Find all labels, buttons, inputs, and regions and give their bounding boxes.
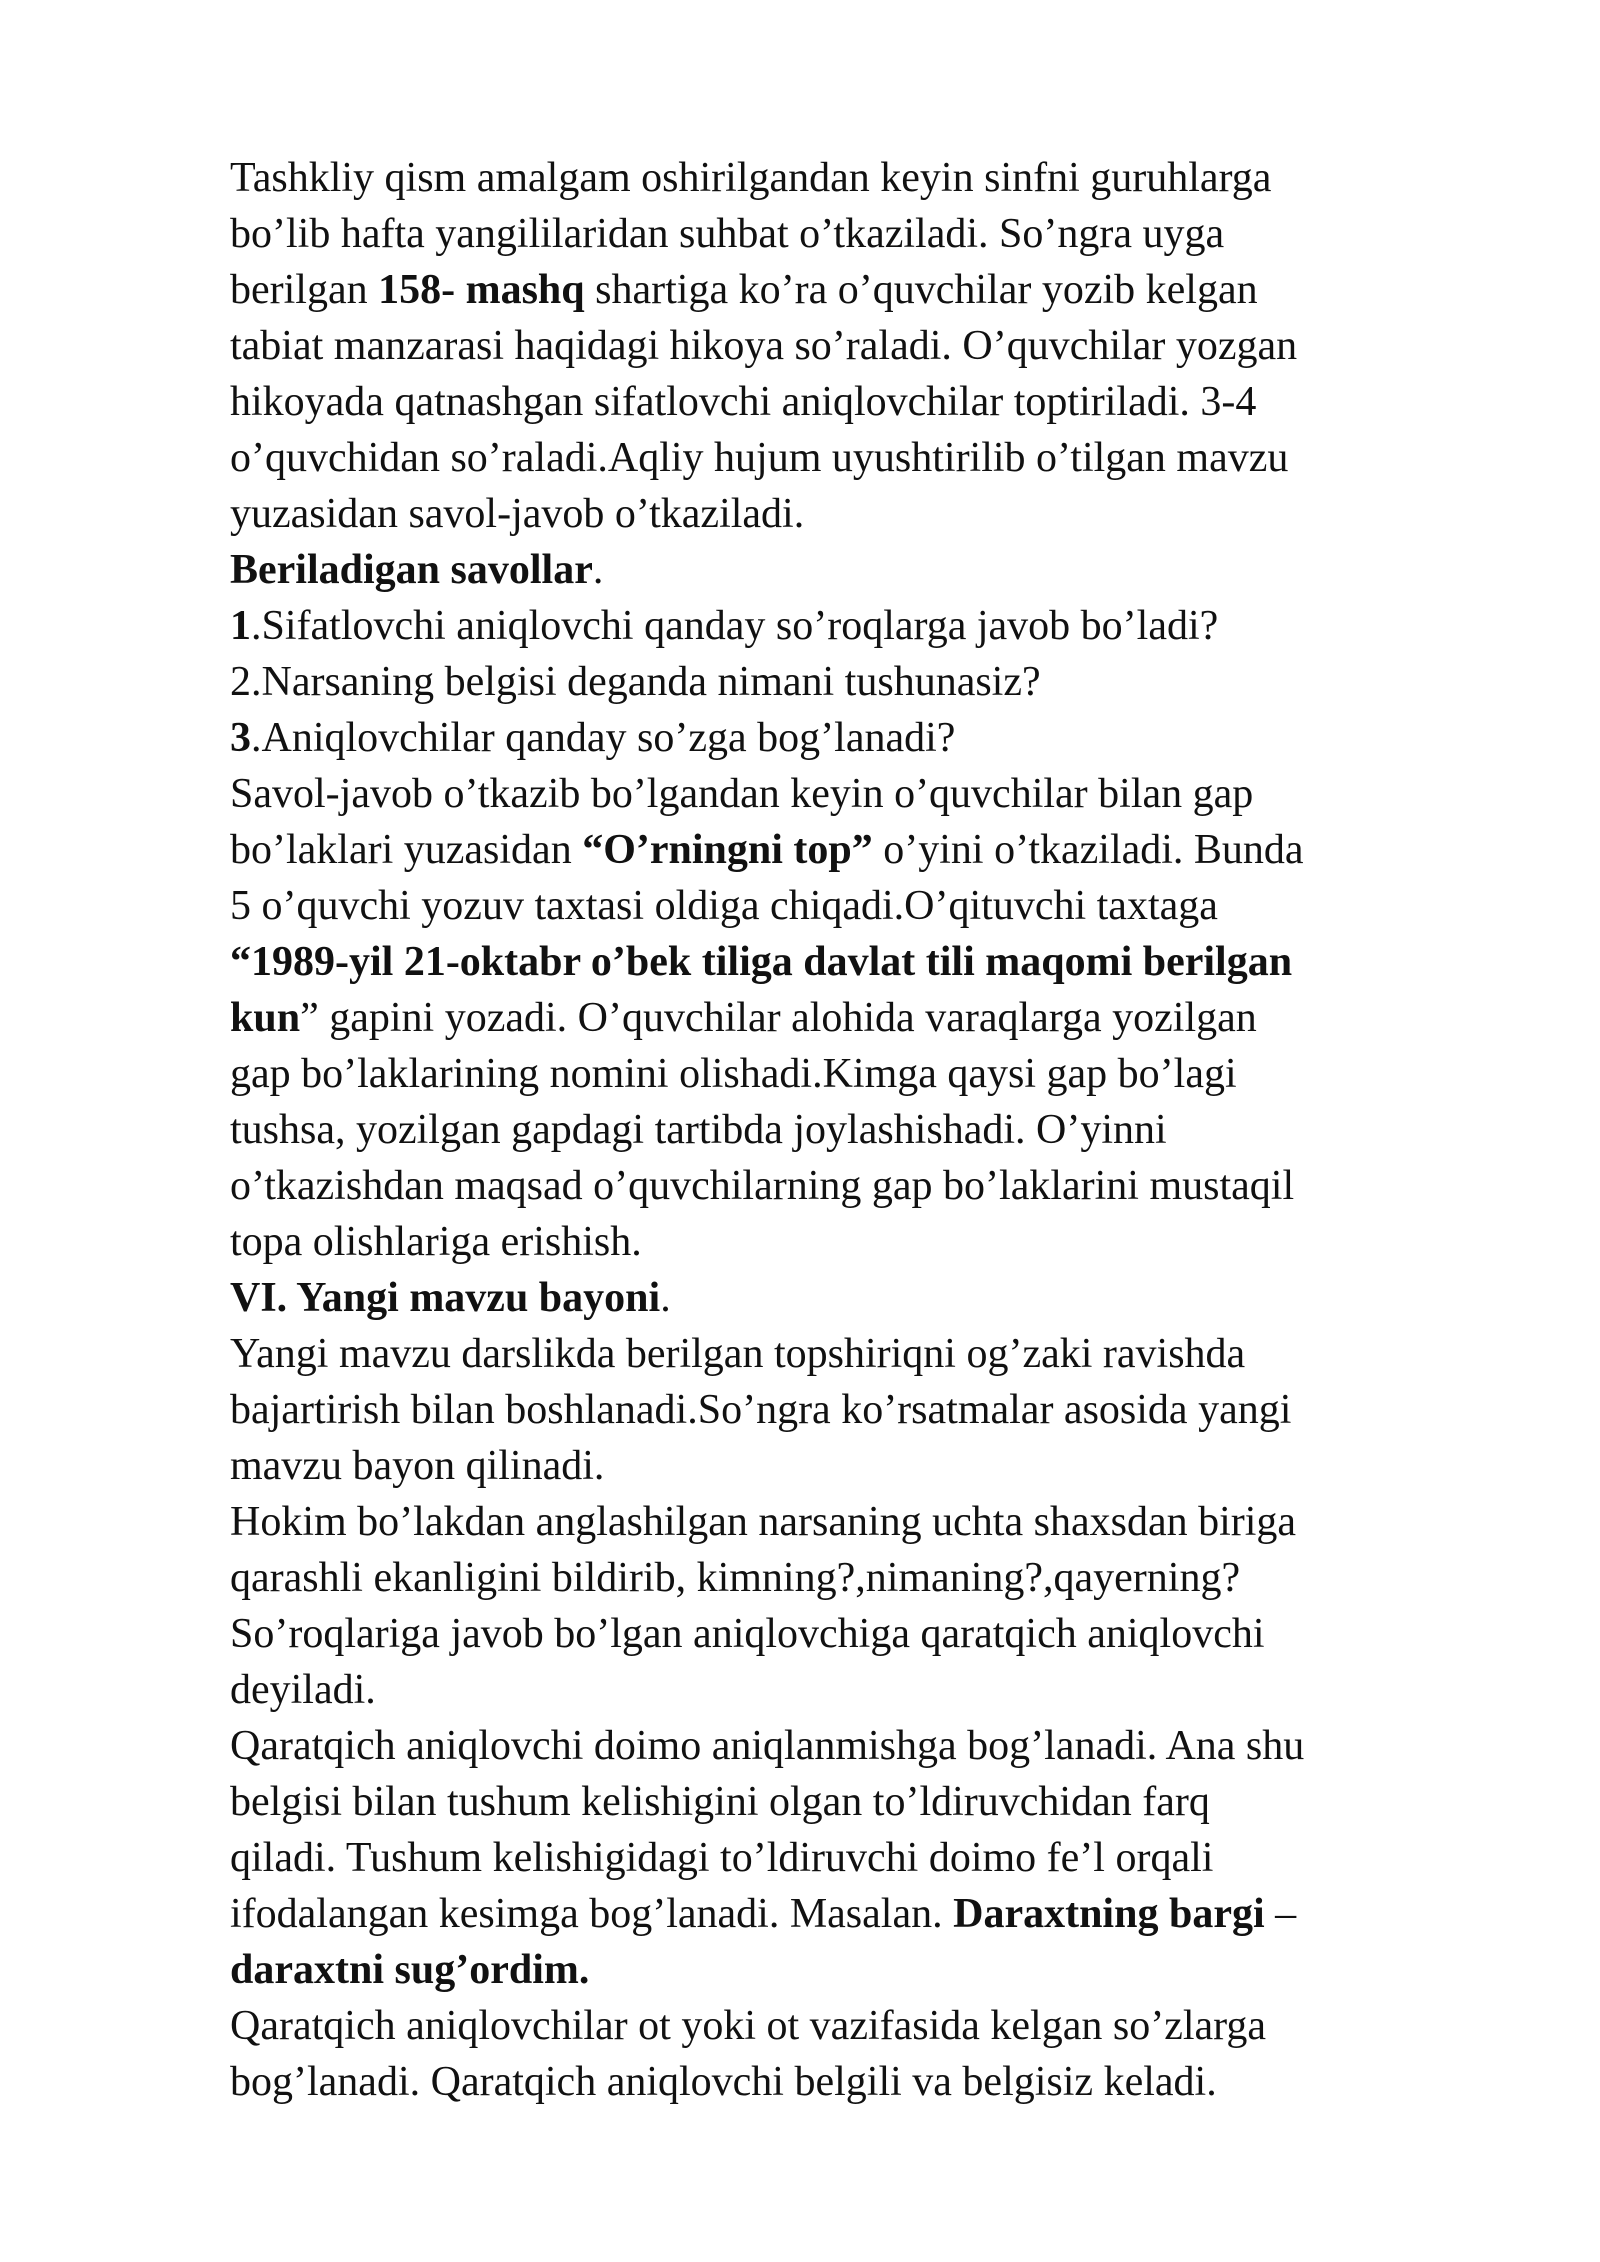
text-segment: 5 o’quvchi yozuv taxtasi oldiga chiqadi.O’qituvchi taxtaga: [230, 883, 1218, 929]
bold-text-segment: daraxtni sug’ordim.: [230, 1947, 590, 1993]
text-line: [230, 1998, 1500, 2054]
text-line: [230, 486, 1500, 542]
text-segment: belgisi bilan tushum kelishigini olgan to’ldiruvchidan farq: [230, 1779, 1210, 1825]
text-segment: bo’laklari yuzasidan: [230, 827, 583, 873]
text-segment: o’quvchidan so’raladi.Aqliy hujum uyushtirilib o’tilgan mavzu: [230, 435, 1289, 481]
text-line: [230, 1942, 1500, 1998]
text-line: [230, 2054, 1500, 2110]
text-line: [230, 1886, 1500, 1942]
text-segment: mavzu bayon qilinadi.: [230, 1443, 605, 1489]
text-line: [230, 1382, 1500, 1438]
text-segment: ” gapini yozadi. O’quvchilar alohida varaqlarga yozilgan: [300, 995, 1257, 1041]
text-segment: deyiladi.: [230, 1667, 376, 1713]
text-line: [230, 934, 1500, 990]
text-line: [230, 374, 1500, 430]
text-segment: yuzasidan savol-javob o’tkaziladi.: [230, 491, 805, 537]
text-segment: qiladi. Tushum kelishigidagi to’ldiruvchi doimo fe’l orqali: [230, 1835, 1214, 1881]
text-line: [230, 822, 1500, 878]
bold-text-segment: “1989-yil 21-oktabr o’bek tiliga davlat tili maqomi berilgan: [230, 939, 1293, 985]
text-segment: berilgan: [230, 267, 379, 313]
bold-text-segment: kun: [230, 995, 301, 1041]
bold-text-segment: “O’rningni top”: [582, 827, 873, 873]
text-line: [230, 1718, 1500, 1774]
bold-text-segment: Daraxtning bargi: [953, 1891, 1265, 1937]
text-line: [230, 1270, 1500, 1326]
text-line: [230, 206, 1500, 262]
text-line: [230, 654, 1500, 710]
bold-text-segment: 158- mashq: [378, 267, 585, 313]
text-line: [230, 1606, 1500, 1662]
text-segment: bo’lib hafta yangililaridan suhbat o’tkaziladi. So’ngra uyga: [230, 211, 1225, 257]
text-line: [230, 1102, 1500, 1158]
text-segment: tushsa, yozilgan gapdagi tartibda joylashishadi. O’yinni: [230, 1107, 1167, 1153]
text-segment: .: [660, 1275, 671, 1321]
text-line: [230, 1158, 1500, 1214]
text-line: [230, 318, 1500, 374]
bold-text-segment: Beriladigan savollar: [230, 547, 593, 593]
text-segment: Qaratqich aniqlovchilar ot yoki ot vazifasida kelgan so’zlarga: [230, 2003, 1267, 2049]
text-segment: topa olishlariga erishish.: [230, 1219, 642, 1265]
text-line: [230, 1494, 1500, 1550]
text-segment: qarashli ekanligini bildirib, kimning?,nimaning?,qayerning?: [230, 1555, 1241, 1601]
text-segment: o’tkazishdan maqsad o’quvchilarning gap bo’laklarini mustaqil: [230, 1163, 1295, 1209]
text-segment: .: [592, 547, 604, 593]
text-segment: 2.Narsaning belgisi deganda nimani tushunasiz?: [230, 659, 1041, 705]
text-segment: Savol-javob o’tkazib bo’lgandan keyin o’quvchilar bilan gap: [230, 771, 1254, 817]
text-segment: Hokim bo’lakdan anglashilgan narsaning uchta shaxsdan biriga: [230, 1499, 1297, 1545]
text-line: [230, 1774, 1500, 1830]
document-body: [230, 150, 1500, 2110]
text-segment: tabiat manzarasi haqidagi hikoya so’raladi. O’quvchilar yozgan: [230, 323, 1298, 369]
text-line: [230, 1550, 1500, 1606]
text-line: [230, 990, 1500, 1046]
text-line: [230, 878, 1500, 934]
text-line: [230, 1662, 1500, 1718]
text-segment: .Sifatlovchi aniqlovchi qanday so’roqlarga javob bo’ladi?: [251, 603, 1219, 649]
text-line: [230, 1326, 1500, 1382]
text-segment: gap bo’laklarining nomini olishadi.Kimga qaysi gap bo’lagi: [230, 1051, 1237, 1097]
text-line: [230, 430, 1500, 486]
text-line: [230, 710, 1500, 766]
text-line: [230, 1830, 1500, 1886]
text-segment: bajartirish bilan boshlanadi.So’ngra ko’rsatmalar asosida yangi: [230, 1387, 1292, 1433]
text-segment: Yangi mavzu darslikda berilgan topshiriqni og’zaki ravishda: [230, 1331, 1246, 1377]
text-segment: .Aniqlovchilar qanday so’zga bog’lanadi?: [251, 715, 956, 761]
text-segment: Qaratqich aniqlovchi doimo aniqlanmishga bog’lanadi. Ana shu: [230, 1723, 1305, 1769]
bold-text-segment: 1: [230, 603, 251, 649]
bold-text-segment: 3: [230, 715, 251, 761]
text-line: [230, 150, 1500, 206]
text-segment: shartiga ko’ra o’quvchilar yozib kelgan: [584, 267, 1258, 313]
text-segment: hikoyada qatnashgan sifatlovchi aniqlovchilar toptiriladi. 3-4: [230, 379, 1257, 425]
text-line: [230, 598, 1500, 654]
text-segment: o’yini o’tkaziladi. Bunda: [872, 827, 1304, 873]
text-segment: bog’lanadi. Qaratqich aniqlovchi belgili va belgisiz keladi.: [230, 2059, 1217, 2105]
text-segment: ifodalangan kesimga bog’lanadi. Masalan.: [230, 1891, 954, 1937]
text-line: [230, 766, 1500, 822]
text-line: [230, 1214, 1500, 1270]
text-segment: Tashkliy qism amalgam oshirilgandan keyin sinfni guruhlarga: [230, 155, 1272, 201]
text-line: [230, 262, 1500, 318]
text-line: [230, 1438, 1500, 1494]
text-line: [230, 542, 1500, 598]
text-segment: –: [1264, 1891, 1297, 1937]
text-line: [230, 1046, 1500, 1102]
bold-text-segment: VI. Yangi mavzu bayoni: [230, 1275, 661, 1321]
document-page: [230, 150, 1500, 2110]
text-segment: So’roqlariga javob bo’lgan aniqlovchiga qaratqich aniqlovchi: [230, 1611, 1265, 1657]
